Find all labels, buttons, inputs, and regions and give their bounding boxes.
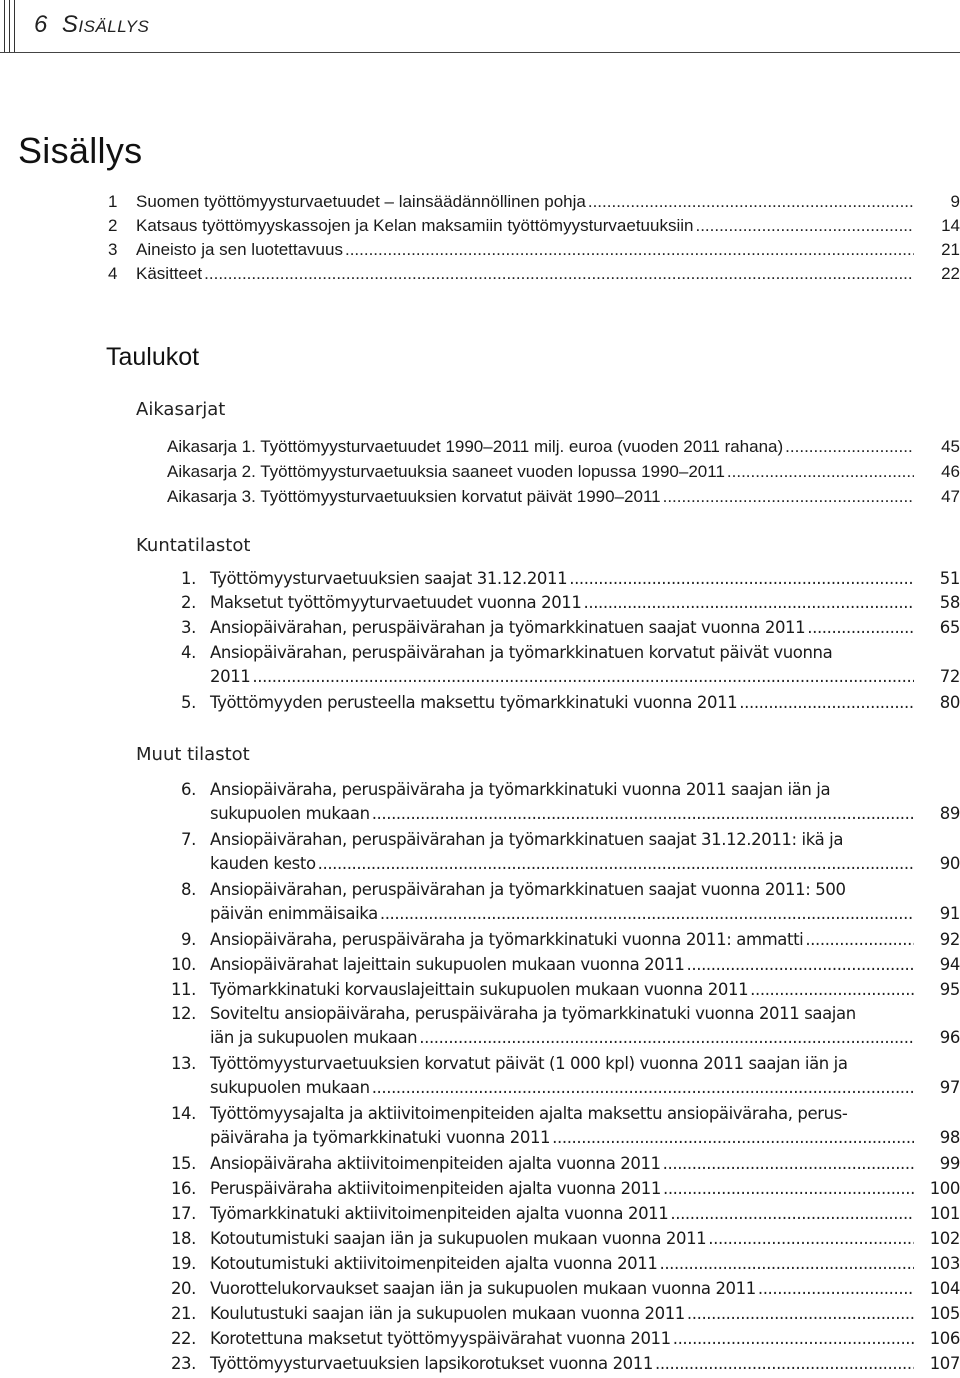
- chapter-title: Käsitteet: [136, 264, 203, 283]
- table-title-continued: iän ja sukupuolen mukaan: [210, 1028, 418, 1047]
- table-row[interactable]: [160, 616, 960, 640]
- chapter-number: 3: [108, 240, 118, 259]
- page-number: 102: [929, 1229, 960, 1248]
- table-number: 7.: [181, 830, 196, 849]
- chapter-number: 1: [108, 192, 118, 211]
- chapter-number: 2: [108, 216, 118, 235]
- page-number: 95: [939, 980, 960, 999]
- dot-leader: [252, 665, 914, 689]
- table-number: 22.: [170, 1329, 196, 1348]
- page-number: 96: [939, 1028, 960, 1047]
- table-title: Vuorottelukorvaukset saajan iän ja sukupuolen mukaan vuonna 2011: [210, 1279, 756, 1298]
- table-row[interactable]: [160, 928, 960, 952]
- table-number: 9.: [181, 930, 196, 949]
- table-title-continued: kauden kesto: [210, 854, 316, 873]
- table-title: Ansiopäiväraha, peruspäiväraha ja työmarkkinatuki vuonna 2011 saajan iän ja: [210, 780, 831, 799]
- page-number: 103: [929, 1254, 960, 1273]
- table-row[interactable]: [160, 778, 960, 826]
- table-title: Koulutustuki saajan iän ja sukupuolen mukaan vuonna 2011: [210, 1304, 685, 1323]
- table-number: 4.: [181, 643, 196, 662]
- dot-leader: [380, 902, 914, 926]
- kuntatilastot-heading: Kuntatilastot: [136, 535, 251, 556]
- table-row[interactable]: [160, 1152, 960, 1176]
- chapter-title: Aineisto ja sen luotettavuus: [136, 240, 343, 259]
- table-row[interactable]: [160, 1002, 960, 1050]
- table-title: Työmarkkinatuki korvauslajeittain sukupuolen mukaan vuonna 2011: [210, 980, 749, 999]
- page-number: 107: [929, 1354, 960, 1373]
- dot-leader: [655, 1352, 914, 1376]
- dot-leader: [695, 214, 914, 238]
- page-number: 101: [929, 1204, 960, 1223]
- page-header: [0, 0, 960, 60]
- aikasarja-row[interactable]: [167, 460, 960, 484]
- dot-leader: [758, 1277, 914, 1301]
- dot-leader: [687, 1302, 914, 1326]
- table-title: Työmarkkinatuki aktiivitoimenpiteiden ajalta vuonna 2011: [210, 1204, 669, 1223]
- table-row[interactable]: [160, 978, 960, 1002]
- table-title: Ansiopäiväraha aktiivitoimenpiteiden ajalta vuonna 2011: [210, 1154, 661, 1173]
- table-title-continued: 2011: [210, 667, 251, 686]
- header-rule-1: [4, 0, 5, 52]
- table-row[interactable]: [160, 1052, 960, 1100]
- table-title: Soviteltu ansiopäiväraha, peruspäiväraha ja työmarkkinatuki vuonna 2011 saajan: [210, 1004, 856, 1023]
- page-number: 80: [939, 693, 960, 712]
- header-rule-3: [14, 0, 15, 52]
- page-number: 51: [939, 569, 960, 588]
- table-row[interactable]: [160, 953, 960, 977]
- table-number: 11.: [170, 980, 196, 999]
- page-number: 105: [929, 1304, 960, 1323]
- page-number: 97: [939, 1078, 960, 1097]
- chapter-row[interactable]: [108, 214, 960, 238]
- table-title-continued: sukupuolen mukaan: [210, 804, 370, 823]
- tables-heading: Taulukot: [106, 343, 200, 371]
- dot-leader: [569, 567, 914, 591]
- muut-tilastot-heading: Muut tilastot: [136, 744, 250, 765]
- page-number: 58: [939, 593, 960, 612]
- dot-leader: [345, 238, 914, 262]
- table-number: 5.: [181, 693, 196, 712]
- dot-leader: [673, 1327, 914, 1351]
- page-number: 46: [941, 462, 960, 481]
- table-row[interactable]: [160, 1327, 960, 1351]
- dot-leader: [663, 485, 914, 509]
- header-section: Sisällys: [61, 11, 150, 38]
- page-number: 99: [939, 1154, 960, 1173]
- table-number: 21.: [170, 1304, 196, 1323]
- table-row[interactable]: [160, 567, 960, 591]
- table-row[interactable]: [160, 591, 960, 615]
- dot-leader: [805, 928, 914, 952]
- chapter-number: 4: [108, 264, 118, 283]
- table-title: Ansiopäivärahan, peruspäivärahan ja työmarkkinatuen korvatut päivät vuonna: [210, 643, 833, 662]
- dot-leader: [204, 262, 914, 286]
- table-number: 16.: [170, 1179, 196, 1198]
- page-number: 65: [939, 618, 960, 637]
- page-number: 106: [929, 1329, 960, 1348]
- dot-leader: [659, 1252, 914, 1276]
- table-number: 20.: [170, 1279, 196, 1298]
- chapter-row[interactable]: [108, 238, 960, 262]
- dot-leader: [372, 802, 914, 826]
- dot-leader: [670, 1202, 914, 1226]
- table-title: Työttömyyden perusteella maksettu työmarkkinatuki vuonna 2011: [210, 693, 738, 712]
- table-title: Peruspäiväraha aktiivitoimenpiteiden ajalta vuonna 2011: [210, 1179, 661, 1198]
- table-row[interactable]: [160, 1227, 960, 1251]
- table-title-continued: sukupuolen mukaan: [210, 1078, 370, 1097]
- table-row[interactable]: [160, 641, 960, 689]
- table-title: Ansiopäiväraha, peruspäiväraha ja työmarkkinatuki vuonna 2011: ammatti: [210, 930, 804, 949]
- dot-leader: [687, 953, 914, 977]
- aikasarja-title: Aikasarja 2. Työttömyysturvaetuuksia saaneet vuoden lopussa 1990–2011: [167, 462, 725, 481]
- table-row[interactable]: [160, 828, 960, 876]
- table-number: 14.: [170, 1104, 196, 1123]
- table-number: 8.: [181, 880, 196, 899]
- table-title: Ansiopäivärahan, peruspäivärahan ja työmarkkinatuen saajat 31.12.2011: ikä ja: [210, 830, 844, 849]
- dot-leader: [727, 460, 914, 484]
- page-number: 89: [939, 804, 960, 823]
- header-page-number: 6: [34, 11, 48, 38]
- table-row[interactable]: [160, 1302, 960, 1326]
- table-title: Työttömyysturvaetuuksien lapsikorotukset vuonna 2011: [210, 1354, 653, 1373]
- table-number: 6.: [181, 780, 196, 799]
- header-rule-2: [9, 0, 10, 52]
- table-title: Ansiopäivärahat lajeittain sukupuolen mukaan vuonna 2011: [210, 955, 685, 974]
- table-title: Ansiopäivärahan, peruspäivärahan ja työmarkkinatuen saajat vuonna 2011: 500: [210, 880, 846, 899]
- table-row[interactable]: [160, 1352, 960, 1376]
- aikasarja-title: Aikasarja 3. Työttömyysturvaetuuksien korvatut päivät 1990–2011: [167, 487, 661, 506]
- table-number: 2.: [181, 593, 196, 612]
- table-row[interactable]: [160, 1102, 960, 1150]
- page-number: 92: [939, 930, 960, 949]
- table-row[interactable]: [160, 1277, 960, 1301]
- table-number: 13.: [170, 1054, 196, 1073]
- chapter-row[interactable]: [108, 262, 960, 286]
- table-row[interactable]: [160, 691, 960, 715]
- page-number: 47: [941, 487, 960, 506]
- table-title: Korotettuna maksetut työttömyyspäivärahat vuonna 2011: [210, 1329, 671, 1348]
- table-title: Työttömyysturvaetuuksien korvatut päivät (1 000 kpl) vuonna 2011 saajan iän ja: [210, 1054, 848, 1073]
- table-number: 3.: [181, 618, 196, 637]
- dot-leader: [419, 1026, 914, 1050]
- chapter-title: Suomen työttömyysturvaetuudet – lainsäädännöllinen pohja: [136, 192, 586, 211]
- aikasarja-row[interactable]: [167, 435, 960, 459]
- dot-leader: [552, 1126, 914, 1150]
- table-title: Työttömyysajalta ja aktiivitoimenpiteiden ajalta maksettu ansiopäiväraha, perus-: [210, 1104, 848, 1123]
- table-title: Kotoutumistuki saajan iän ja sukupuolen mukaan vuonna 2011: [210, 1229, 707, 1248]
- table-title-continued: päivän enimmäisaika: [210, 904, 378, 923]
- page-number: 90: [939, 854, 960, 873]
- table-number: 15.: [170, 1154, 196, 1173]
- dot-leader: [807, 616, 914, 640]
- table-title: Työttömyysturvaetuuksien saajat 31.12.2011: [210, 569, 568, 588]
- dot-leader: [663, 1177, 914, 1201]
- dot-leader: [739, 691, 914, 715]
- chapter-title: Katsaus työttömyyskassojen ja Kelan maksamiin työttömyysturvaetuuksiin: [136, 216, 694, 235]
- table-title: Kotoutumistuki aktiivitoimenpiteiden ajalta vuonna 2011: [210, 1254, 658, 1273]
- running-header: [34, 11, 149, 39]
- dot-leader: [318, 852, 914, 876]
- dot-leader: [372, 1076, 914, 1100]
- page-number: 14: [941, 216, 960, 235]
- table-row[interactable]: [160, 1177, 960, 1201]
- dot-leader: [584, 591, 915, 615]
- page-number: 100: [929, 1179, 960, 1198]
- dot-leader: [663, 1152, 914, 1176]
- aikasarja-title: Aikasarja 1. Työttömyysturvaetuudet 1990–2011 milj. euroa (vuoden 2011 rahana): [167, 437, 784, 456]
- chapter-row[interactable]: [108, 190, 960, 214]
- page-number: 21: [941, 240, 960, 259]
- table-number: 19.: [170, 1254, 196, 1273]
- table-number: 18.: [170, 1229, 196, 1248]
- page-number: 104: [929, 1279, 960, 1298]
- page-number: 72: [939, 667, 960, 686]
- table-number: 10.: [170, 955, 196, 974]
- page-number: 9: [950, 192, 960, 211]
- page-number: 91: [939, 904, 960, 923]
- table-number: 23.: [170, 1354, 196, 1373]
- page-title: Sisällys: [18, 130, 143, 171]
- table-row[interactable]: [160, 1252, 960, 1276]
- header-underline: [0, 52, 960, 53]
- page-number: 22: [941, 264, 960, 283]
- page-number: 45: [941, 437, 960, 456]
- table-number: 17.: [170, 1204, 196, 1223]
- table-number: 12.: [170, 1004, 196, 1023]
- dot-leader: [708, 1227, 914, 1251]
- dot-leader: [750, 978, 914, 1002]
- aikasarja-row[interactable]: [167, 485, 960, 509]
- dot-leader: [785, 435, 914, 459]
- table-title: Maksetut työttömyyturvaetuudet vuonna 2011: [210, 593, 582, 612]
- page-number: 98: [939, 1128, 960, 1147]
- table-title: Ansiopäivärahan, peruspäivärahan ja työmarkkinatuen saajat vuonna 2011: [210, 618, 806, 637]
- dot-leader: [588, 190, 914, 214]
- table-number: 1.: [181, 569, 196, 588]
- table-title-continued: päiväraha ja työmarkkinatuki vuonna 2011: [210, 1128, 551, 1147]
- table-row[interactable]: [160, 1202, 960, 1226]
- aikasarjat-heading: Aikasarjat: [136, 399, 226, 420]
- page-number: 94: [939, 955, 960, 974]
- table-row[interactable]: [160, 878, 960, 926]
